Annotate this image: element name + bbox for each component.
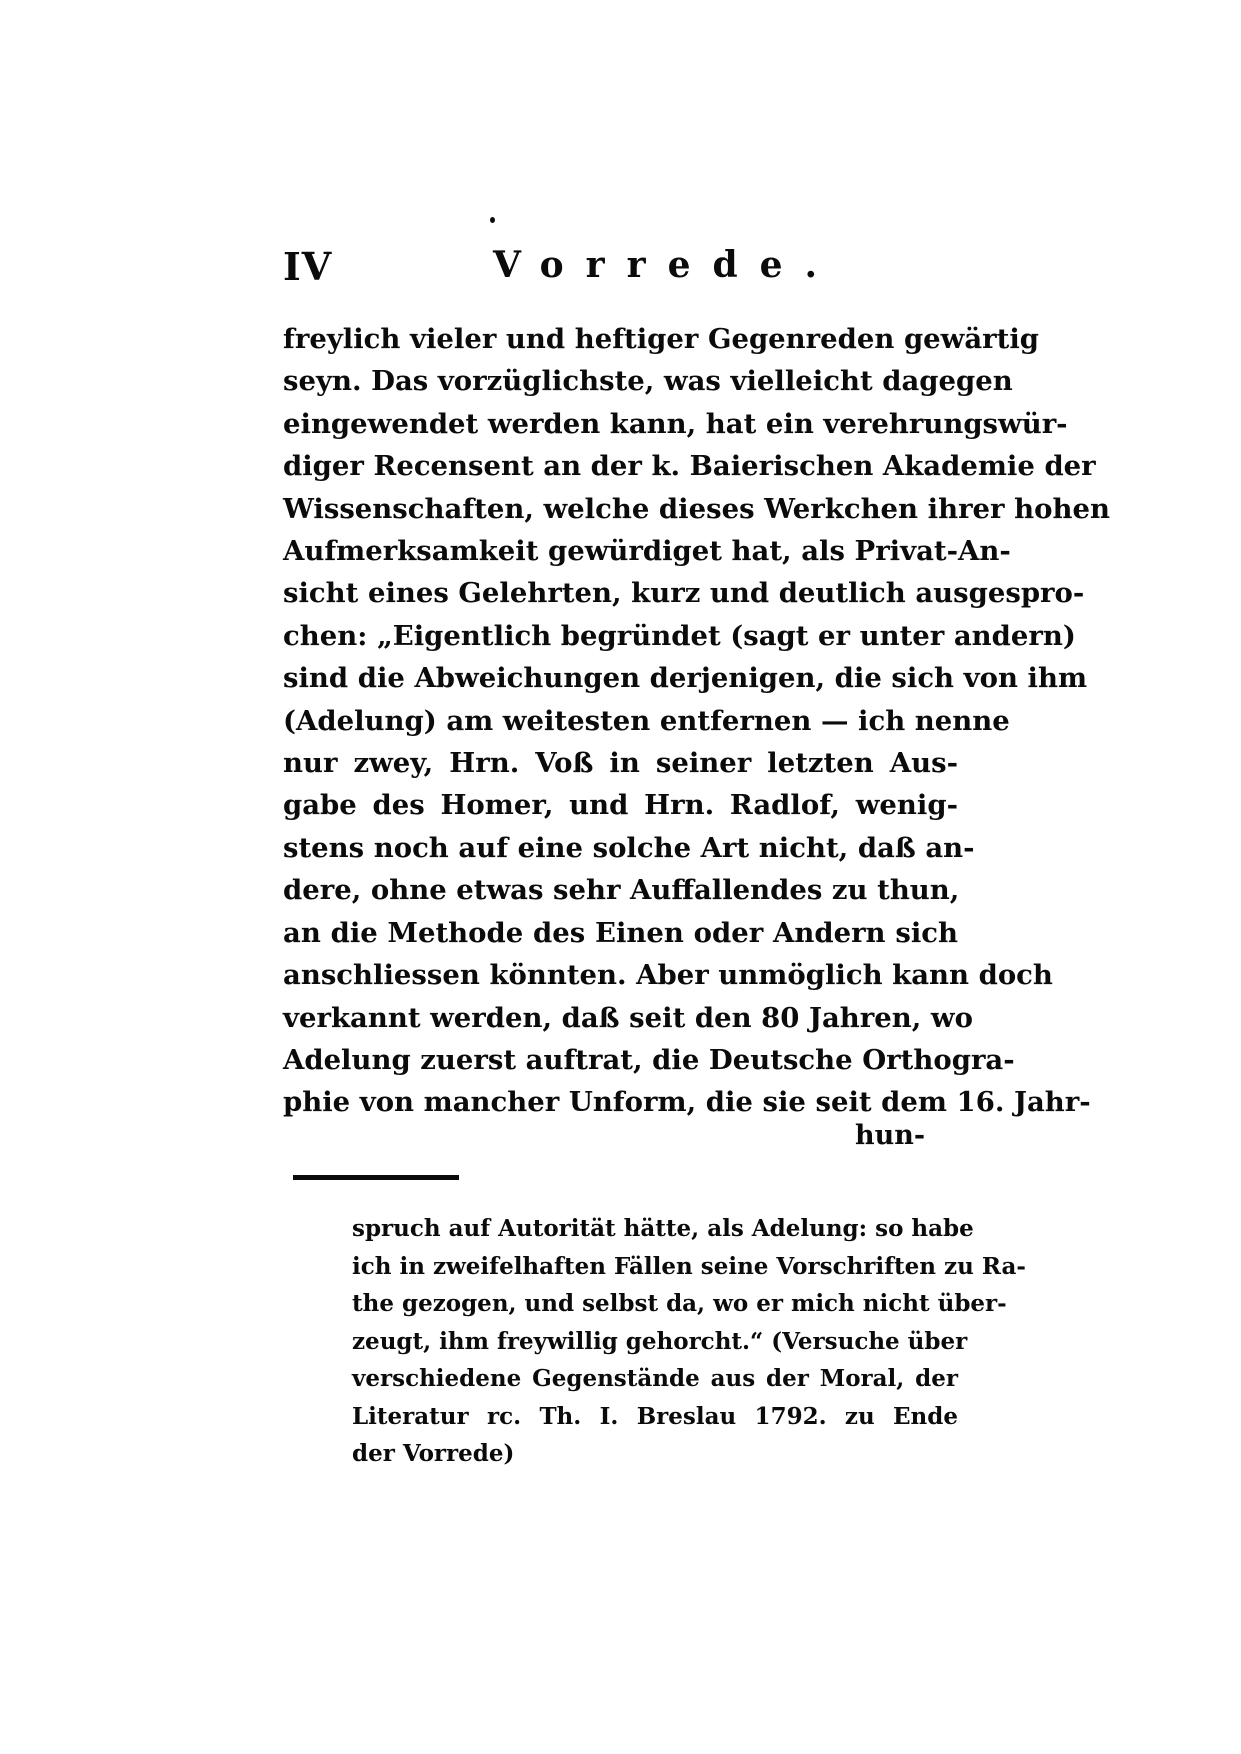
- footnote-block: [352, 1210, 1026, 1473]
- footnote-line: spruch auf Autorität hätte, als Adelung: so habe: [352, 1215, 974, 1242]
- text-line: sicht eines Gelehrten, kurz und deutlich ausgespro-: [283, 577, 1085, 610]
- text-line: phie von mancher Unform, die sie seit dem 16. Jahr-: [283, 1086, 1091, 1119]
- text-line: gabe des Homer, und Hrn. Radlof, wenig-: [283, 789, 958, 822]
- text-line: chen: „Eigentlich begründet (sagt er unter andern): [283, 619, 1076, 652]
- ink-speck: [490, 217, 495, 223]
- footnote-rule: [293, 1175, 459, 1180]
- text-line: verkannt werden, daß seit den 80 Jahren, wo: [283, 1001, 973, 1034]
- catchword: hun-: [855, 1120, 926, 1151]
- footnote-line: the gezogen, und selbst da, wo er mich nicht über-: [352, 1290, 1007, 1317]
- running-title: Vorrede.: [493, 244, 840, 286]
- text-line: Adelung zuerst auftrat, die Deutsche Orthogra-: [283, 1043, 1015, 1076]
- text-line: dere, ohne etwas sehr Auffallendes zu thun,: [283, 874, 960, 907]
- text-line: (Adelung) am weitesten entfernen — ich nenne: [283, 704, 1010, 737]
- page-number: IV: [283, 244, 333, 289]
- footnote-line: verschiedene Gegenstände aus der Moral, der: [352, 1365, 958, 1392]
- page-header: [283, 244, 958, 294]
- text-line: anschliessen könnten. Aber unmöglich kann doch: [283, 959, 1053, 992]
- text-line: nur zwey, Hrn. Voß in seiner letzten Aus-: [283, 747, 958, 780]
- text-line: eingewendet werden kann, hat ein verehrungswür-: [283, 407, 1068, 440]
- text-line: Wissenschaften, welche dieses Werkchen ihrer hohen: [283, 492, 1110, 525]
- text-line: seyn. Das vorzüglichste, was vielleicht dagegen: [283, 365, 1013, 398]
- main-text-block: [283, 318, 1110, 1124]
- footnote-line: ich in zweifelhaften Fällen seine Vorschriften zu Ra-: [352, 1252, 1026, 1280]
- text-line: freylich vieler und heftiger Gegenreden gewärtig: [283, 323, 1040, 355]
- text-line: stens noch auf eine solche Art nicht, daß an-: [283, 831, 975, 864]
- text-line: diger Recensent an der k. Baierischen Akademie der: [283, 450, 1096, 483]
- footnote-line: zeugt, ihm freywillig gehorcht.“ (Versuche über: [352, 1327, 968, 1355]
- footnote-line: Literatur rc. Th. I. Breslau 1792. zu Ende: [352, 1402, 958, 1430]
- text-line: Aufmerksamkeit gewürdiget hat, als Privat-An-: [283, 535, 1011, 568]
- footnote-line: der Vorrede): [352, 1440, 515, 1467]
- text-line: an die Methode des Einen oder Andern sich: [283, 916, 958, 949]
- text-line: sind die Abweichungen derjenigen, die sich von ihm: [283, 662, 1088, 695]
